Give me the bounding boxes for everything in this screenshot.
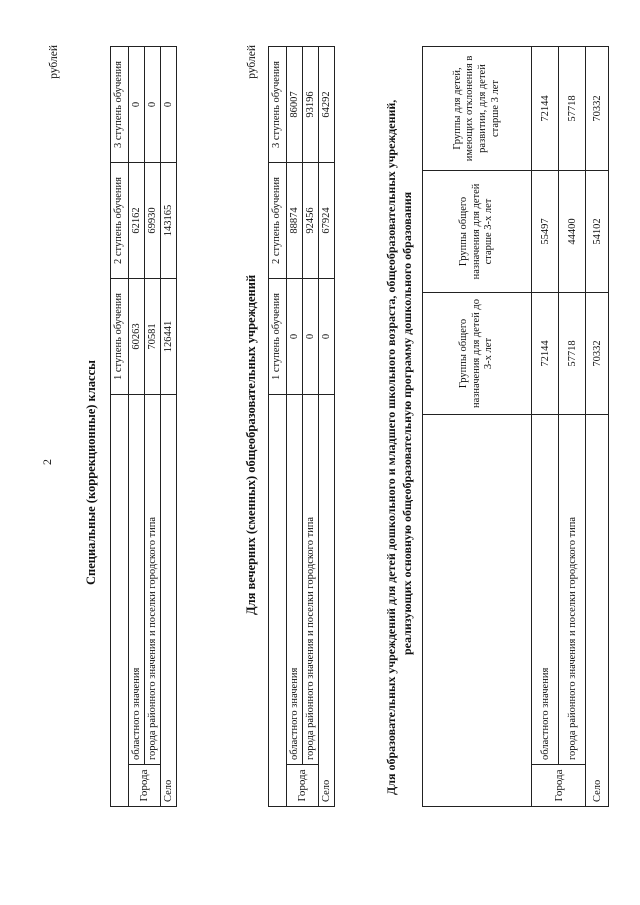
- row-label: Село: [318, 395, 334, 807]
- section1-table: [110, 46, 177, 807]
- value-cell: 64292: [318, 47, 334, 163]
- value-cell: 0: [286, 279, 302, 395]
- value-cell: 0: [302, 279, 318, 395]
- row-label: города районного значения и поселки городского типа: [302, 395, 318, 765]
- header-cell: 3 ступень обучения: [269, 47, 287, 163]
- value-cell: 57718: [559, 47, 586, 171]
- value-cell: 72144: [532, 47, 559, 171]
- value-cell: 55497: [532, 171, 559, 293]
- value-cell: 44400: [559, 171, 586, 293]
- units-label-1: рублей: [48, 45, 60, 79]
- header-row: [423, 47, 532, 807]
- table-row: [532, 47, 559, 807]
- row-label: города районного значения и поселки городского типа: [559, 415, 586, 765]
- header-empty: [269, 395, 287, 807]
- value-cell: 0: [318, 279, 334, 395]
- header-row: [269, 47, 287, 807]
- table-row: [559, 47, 586, 807]
- value-cell: 70332: [586, 293, 609, 415]
- value-cell: 0: [160, 47, 176, 163]
- header-cell: Группы для детей, имеющих отклонения в развитии, для детей старше 3 лет: [423, 47, 532, 171]
- value-cell: 0: [144, 47, 160, 163]
- header-empty: [111, 395, 129, 807]
- header-cell: Группы общего назначения для детей старше 3-х лет: [423, 171, 532, 293]
- value-cell: 54102: [586, 171, 609, 293]
- section2-table: [268, 46, 335, 807]
- table-row: [318, 47, 334, 807]
- row-label: Село: [160, 395, 176, 807]
- value-cell: 70581: [144, 279, 160, 395]
- section3-table: [422, 46, 609, 807]
- header-cell: 3 ступень обучения: [111, 47, 129, 163]
- table-row: [586, 47, 609, 807]
- value-cell: 92456: [302, 163, 318, 279]
- header-cell: 2 ступень обучения: [269, 163, 287, 279]
- value-cell: 143165: [160, 163, 176, 279]
- section2-title: Для вечерних (сменных) общеобразовательных учреждений: [244, 274, 258, 615]
- section3-title-line1: Для образовательных учреждений для детей дошкольного и младшего школьного возраста, общеобразовательных учреждений,: [384, 99, 398, 795]
- table-row: [286, 47, 302, 807]
- row-label: областного значения: [286, 395, 302, 765]
- table-row: [160, 47, 176, 807]
- value-cell: 69930: [144, 163, 160, 279]
- value-cell: 57718: [559, 293, 586, 415]
- row-label: областного значения: [532, 415, 559, 765]
- header-row: [111, 47, 129, 807]
- value-cell: 67924: [318, 163, 334, 279]
- value-cell: 62162: [128, 163, 144, 279]
- value-cell: 126441: [160, 279, 176, 395]
- header-cell: 1 ступень обучения: [269, 279, 287, 395]
- header-cell: Группы общего назначения для детей до 3-х лет: [423, 293, 532, 415]
- value-cell: 72144: [532, 293, 559, 415]
- value-cell: 0: [128, 47, 144, 163]
- group-label: Города: [128, 765, 160, 807]
- header-empty: [423, 415, 532, 807]
- page-number: 2: [40, 459, 54, 465]
- value-cell: 60263: [128, 279, 144, 395]
- group-label: Города: [286, 765, 318, 807]
- table-row: [302, 47, 318, 807]
- header-cell: 2 ступень обучения: [111, 163, 129, 279]
- value-cell: 70332: [586, 47, 609, 171]
- section3-title-line2: реализующих основную общеобразовательную программу дошкольного образования: [400, 191, 414, 655]
- value-cell: 93196: [302, 47, 318, 163]
- value-cell: 88874: [286, 163, 302, 279]
- units-label-2: рублей: [246, 45, 258, 79]
- row-label: областного значения: [128, 395, 144, 765]
- table-row: [144, 47, 160, 807]
- row-label: Село: [586, 415, 609, 807]
- value-cell: 86007: [286, 47, 302, 163]
- header-cell: 1 ступень обучения: [111, 279, 129, 395]
- section1-title: Специальные (коррекционные) классы: [84, 360, 98, 585]
- row-label: города районного значения и поселки городского типа: [144, 395, 160, 765]
- group-label: Города: [532, 765, 586, 807]
- table-row: [128, 47, 144, 807]
